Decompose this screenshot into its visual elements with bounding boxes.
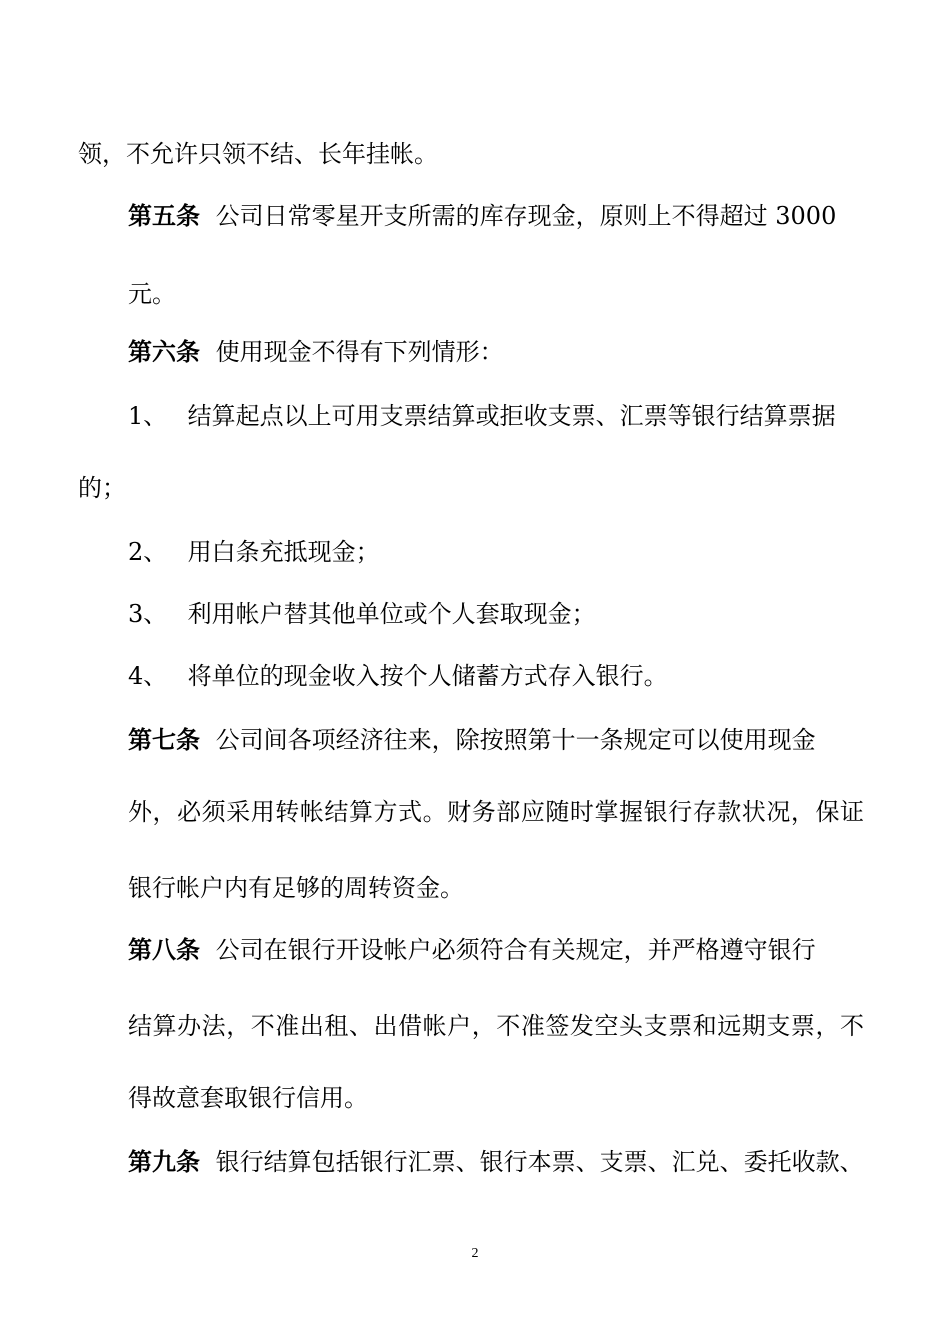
article-8-line-1: 第八条 公司在银行开设帐户必须符合有关规定，并严格遵守银行 xyxy=(128,936,816,964)
article-8-heading: 第八条 xyxy=(128,936,200,964)
article-6-line-1: 第六条 使用现金不得有下列情形： xyxy=(128,338,504,366)
article-8-line-2: 结算办法，不准出租、出借帐户，不准签发空头支票和远期支票，不 xyxy=(128,1012,864,1040)
list-item-1-line-2: 的； xyxy=(78,474,126,502)
text-line: 领，不允许只领不结、长年挂帐。 xyxy=(78,140,438,168)
list-item-4: 4、 将单位的现金收入按个人储蓄方式存入银行。 xyxy=(128,662,668,690)
article-5-line-1: 第五条 公司日常零星开支所需的库存现金，原则上不得超过 3000 xyxy=(128,202,837,230)
list-item-3-number: 3、 xyxy=(128,600,168,628)
list-item-4-number: 4、 xyxy=(128,662,168,690)
article-6-heading: 第六条 xyxy=(128,338,200,366)
article-7-line-1: 第七条 公司间各项经济往来，除按照第十一条规定可以使用现金 xyxy=(128,726,816,754)
article-7-line-2: 外，必须采用转帐结算方式。财务部应随时掌握银行存款状况，保证 xyxy=(128,798,864,826)
list-item-2: 2、 用白条充抵现金； xyxy=(128,538,380,566)
article-5-heading: 第五条 xyxy=(128,202,200,230)
article-9-heading: 第九条 xyxy=(128,1148,200,1176)
article-9-line-1: 第九条 银行结算包括银行汇票、银行本票、支票、汇兑、委托收款、 xyxy=(128,1148,864,1176)
article-7-line-3: 银行帐户内有足够的周转资金。 xyxy=(128,874,464,902)
article-7-heading: 第七条 xyxy=(128,726,200,754)
list-item-3: 3、 利用帐户替其他单位或个人套取现金； xyxy=(128,600,596,628)
page-number: 2 xyxy=(471,1246,479,1261)
list-item-2-number: 2、 xyxy=(128,538,168,566)
article-8-line-3: 得故意套取银行信用。 xyxy=(128,1084,368,1112)
list-item-1-number: 1、 xyxy=(128,402,168,430)
article-5-line-2: 元。 xyxy=(128,280,176,308)
list-item-1-line-1: 1、 结算起点以上可用支票结算或拒收支票、汇票等银行结算票据 xyxy=(128,402,836,430)
